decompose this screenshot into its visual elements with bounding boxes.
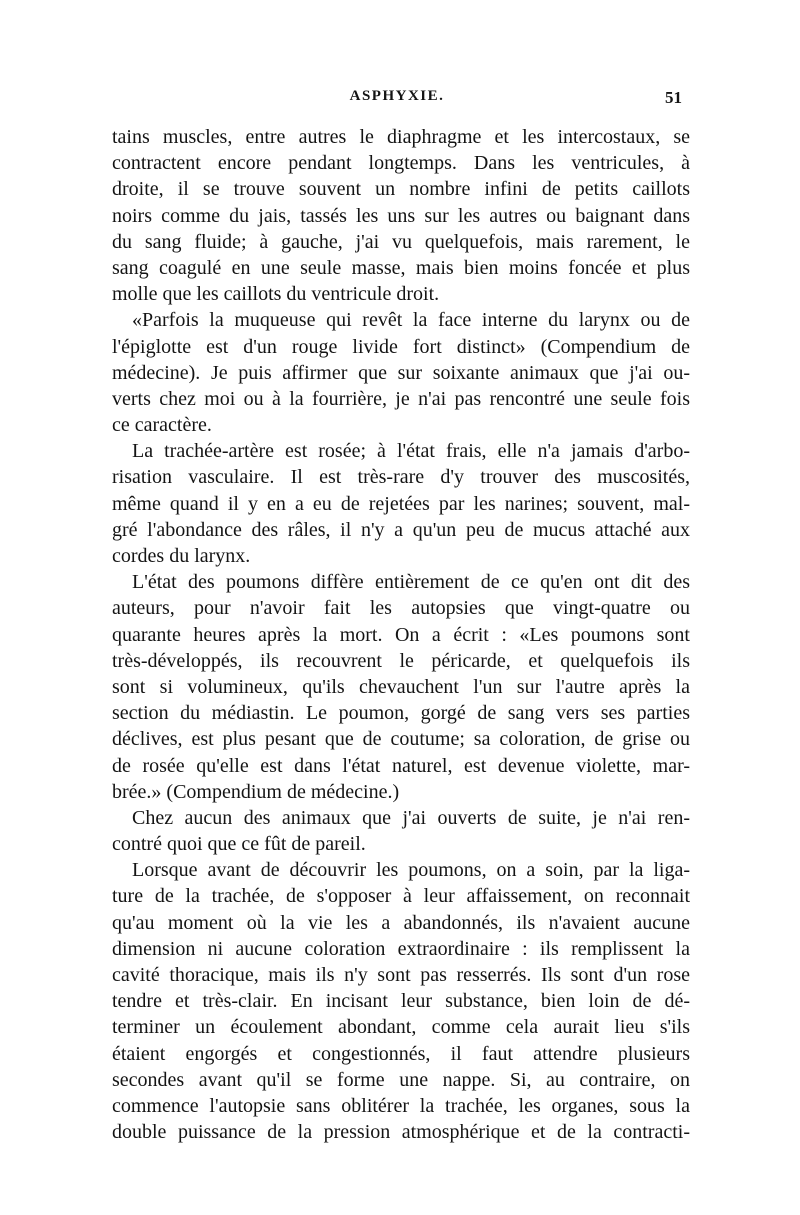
text-line: l'épiglotte est d'un rouge livide fort distinct» (Compendium de <box>112 335 690 358</box>
text-line: tains muscles, entre autres le diaphragme et les intercostaux, se <box>112 126 690 148</box>
text-line: Lorsque avant de découvrir les poumons, on a soin, par la liga- <box>132 859 690 882</box>
text-line: commence l'autopsie sans oblitérer la trachée, les organes, sous la <box>112 1094 690 1117</box>
text-line: L'état des poumons diffère entièrement de ce qu'en ont dit des <box>132 571 690 594</box>
text-line: noirs comme du jais, tassés les uns sur les autres ou baignant dans <box>112 204 690 227</box>
text-line: sont si volumineux, qu'ils chevauchent l'un sur l'autre après la <box>112 675 690 698</box>
body-text <box>112 124 690 1145</box>
text-line: gré l'abondance des râles, il n'y a qu'un peu de mucus attaché aux <box>112 518 690 541</box>
text-line: même quand il y en a eu de rejetées par les narines; souvent, mal- <box>112 492 690 515</box>
text-line: de rosée qu'elle est dans l'état naturel, est devenue violette, mar- <box>112 754 690 777</box>
text-line: cavité thoracique, mais ils n'y sont pas resserrés. Ils sont d'un rose <box>112 964 690 986</box>
page-number: 51 <box>665 88 682 107</box>
text-line: brée.» (Compendium de médecine.) <box>112 780 400 803</box>
text-line: Chez aucun des animaux que j'ai ouverts de suite, je n'ai ren- <box>132 806 690 829</box>
text-line: ce caractère. <box>112 414 212 437</box>
text-line: risation vasculaire. Il est très-rare d'y trouver des muscosités, <box>112 466 690 489</box>
text-line: molle que les caillots du ventricule droit. <box>112 283 440 306</box>
text-line: double puissance de la pression atmosphérique et de la contracti- <box>112 1121 690 1144</box>
running-title: ASPHYXIE. <box>349 88 445 104</box>
text-line: contré quoi que ce fût de pareil. <box>112 833 366 856</box>
text-line: ture de la trachée, de s'opposer à leur affaissement, on reconnait <box>112 885 690 908</box>
text-line: verts chez moi ou à la fourrière, je n'ai pas rencontré une seule fois <box>112 387 690 410</box>
text-line: La trachée-artère est rosée; à l'état frais, elle n'a jamais d'arbo- <box>132 440 690 463</box>
text-line: contractent encore pendant longtemps. Dans les ventricules, à <box>112 152 690 175</box>
text-line: secondes avant qu'il se forme une nappe. Si, au contraire, on <box>112 1068 690 1091</box>
text-line: «Parfois la muqueuse qui revêt la face interne du larynx ou de <box>132 309 690 332</box>
text-line: déclives, est plus pesant que de coutume; sa coloration, de grise ou <box>112 728 690 751</box>
text-line: quarante heures après la mort. On a écrit : «Les poumons sont <box>112 623 690 646</box>
text-line: du sang fluide; à gauche, j'ai vu quelquefois, mais rarement, le <box>112 230 690 253</box>
text-line: sang coagulé en une seule masse, mais bien moins foncée et plus <box>112 256 690 279</box>
text-line: cordes du larynx. <box>112 545 251 567</box>
text-line: droite, il se trouve souvent un nombre infini de petits caillots <box>112 178 690 201</box>
text-line: section du médiastin. Le poumon, gorgé de sang vers ses parties <box>112 702 690 725</box>
text-line: étaient engorgés et congestionnés, il faut attendre plusieurs <box>112 1042 690 1065</box>
text-line: dimension ni aucune coloration extraordinaire : ils remplissent la <box>112 937 690 960</box>
text-line: médecine). Je puis affirmer que sur soixante animaux que j'ai ou- <box>112 361 690 384</box>
text-line: qu'au moment où la vie les a abandonnés, ils n'avaient aucune <box>112 911 690 934</box>
text-line: terminer un écoulement abondant, comme cela aurait lieu s'ils <box>112 1016 690 1039</box>
text-line: très-développés, ils recouvrent le péricarde, et quelquefois ils <box>112 649 690 672</box>
text-line: auteurs, pour n'avoir fait les autopsies que vingt-quatre ou <box>112 597 690 620</box>
running-head <box>112 88 682 112</box>
text-line: tendre et très-clair. En incisant leur substance, bien loin de dé- <box>112 990 690 1013</box>
